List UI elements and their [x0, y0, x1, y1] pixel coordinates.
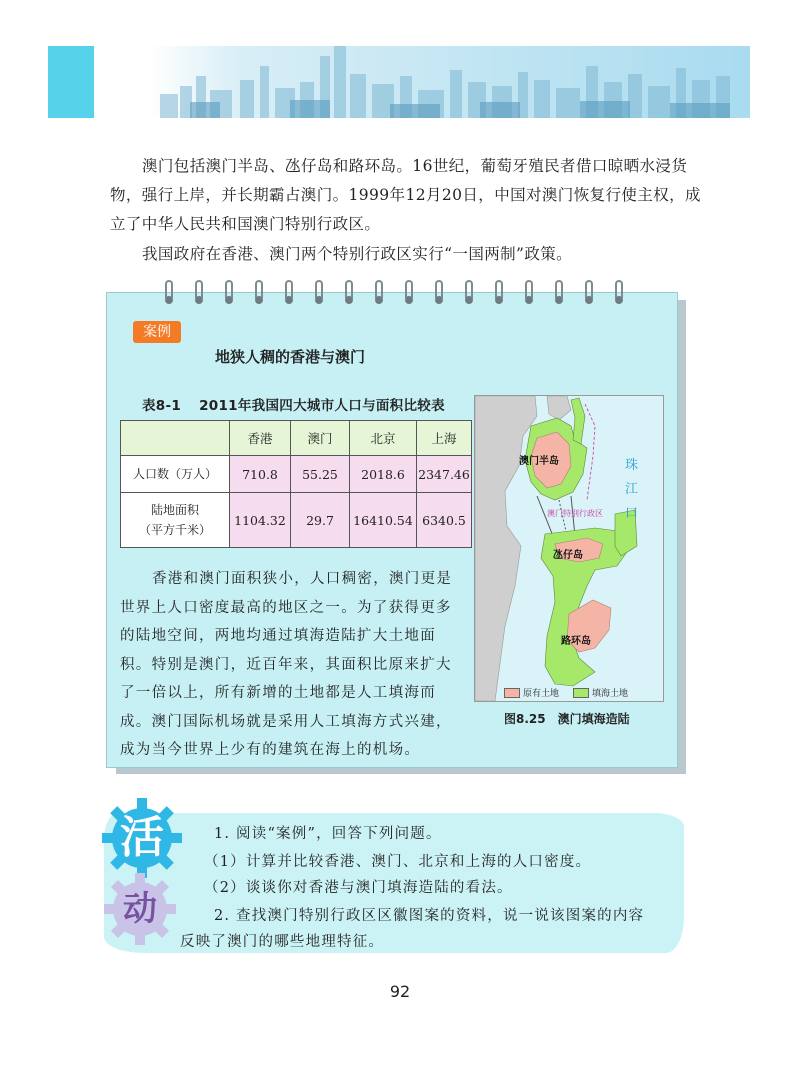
binder-ring [555, 280, 563, 308]
binder-ring [285, 280, 293, 308]
activity-char-huo: 活 [120, 812, 164, 863]
table-row-label: 人口数（万人） [121, 456, 230, 493]
legend-label-reclaimed: 填海土地 [592, 689, 629, 699]
table-cell: 1104.32 [230, 493, 291, 548]
table-caption [142, 394, 463, 414]
binder-ring [585, 280, 593, 308]
binder-ring [465, 280, 473, 308]
map-label-river: 江 [625, 482, 639, 497]
activity-line: 1. 阅读“案例”，回答下列问题。 [214, 826, 442, 842]
intro-paragraph-1: 澳门包括澳门半岛、氹仔岛和路环岛。16世纪，葡萄牙殖民者借口晾晒水浸货物，强行上岸，并长期霸占澳门。1999年12月20日，中国对澳门恢复行使主权，成立了中华人民共和国澳门特别行政区。 [110, 157, 701, 233]
table-header-row [121, 421, 472, 456]
table-cell: 2347.46 [417, 456, 472, 493]
table-cell: 16410.54 [350, 493, 417, 548]
population-area-table [120, 420, 472, 548]
binder-ring [225, 280, 233, 308]
case-body-text: 香港和澳门面积狭小，人口稠密，澳门更是世界上人口密度最高的地区之一。为了获得更多的陆地空间，两地均通过填海造陆扩大土地面积。特别是澳门，近百年来，其面积比原来扩大了一倍以上，所有新增的土地都是人工填海而成。澳门国际机场就是采用人工填海方式兴建，成为当今世界上少有的建筑在海上的机场。 [120, 571, 453, 758]
figure-caption: 图8.25 澳门填海造陆 [504, 712, 630, 726]
header-color-block [48, 46, 94, 118]
table-header-cell: 北京 [350, 421, 417, 456]
map-label-river: 珠 [625, 458, 639, 473]
table-cell: 6340.5 [417, 493, 472, 548]
binder-ring [495, 280, 503, 308]
activity-line: 2. 查找澳门特别行政区区徽图案的资料，说一说该图案的内容 [214, 908, 645, 924]
legend-label-original: 原有土地 [523, 689, 560, 699]
table-cell: 29.7 [291, 493, 350, 548]
binder-ring [525, 280, 533, 308]
case-tag: 案例 [133, 321, 181, 343]
activity-char-dong: 动 [123, 889, 157, 929]
map-label-taipa: 氹仔岛 [553, 550, 583, 561]
binder-ring [405, 280, 413, 308]
intro-paragraph-2: 我国政府在香港、澳门两个特别行政区实行“一国两制”政策。 [142, 245, 573, 263]
table-title: 2011年我国四大城市人口与面积比较表 [199, 398, 445, 414]
table-row [121, 456, 472, 493]
binder-ring [615, 280, 623, 308]
table-number: 表8-1 [142, 398, 182, 414]
map-legend [504, 686, 628, 699]
case-title: 地狭人稠的香港与澳门 [215, 348, 366, 366]
table-row-label [121, 493, 230, 548]
page-number: 92 [389, 982, 411, 1001]
legend-swatch-reclaimed [573, 688, 589, 698]
header-city-skyline-image [150, 46, 750, 118]
table-cell: 55.25 [291, 456, 350, 493]
activity-line: （2）谈谈你对香港与澳门填海造陆的看法。 [204, 880, 513, 896]
table-header-cell: 上海 [417, 421, 472, 456]
table-row [121, 493, 472, 548]
table-row-label-line1: 陆地面积 [150, 503, 199, 517]
table-header-cell: 澳门 [291, 421, 350, 456]
activity-line: （1）计算并比较香港、澳门、北京和上海的人口密度。 [204, 854, 592, 870]
binder-ring [315, 280, 323, 308]
table-cell: 2018.6 [350, 456, 417, 493]
binder-ring [345, 280, 353, 308]
binder-ring [255, 280, 263, 308]
binder-ring [165, 280, 173, 308]
macau-reclamation-map [474, 395, 664, 702]
map-label-river: 口 [625, 506, 639, 521]
binder-ring [435, 280, 443, 308]
map-label-sar: 澳门特别行政区 [547, 509, 603, 518]
activity-line: 反映了澳门的哪些地理特征。 [180, 934, 385, 950]
legend-swatch-original [504, 688, 520, 698]
table-corner-cell [121, 421, 230, 456]
binder-ring [195, 280, 203, 308]
binder-ring [375, 280, 383, 308]
table-cell: 710.8 [230, 456, 291, 493]
map-label-coloane: 路环岛 [561, 636, 591, 647]
table-row-label-line2: （平方千米） [138, 523, 211, 537]
map-label-peninsula: 澳门半岛 [519, 456, 559, 467]
table-header-cell: 香港 [230, 421, 291, 456]
